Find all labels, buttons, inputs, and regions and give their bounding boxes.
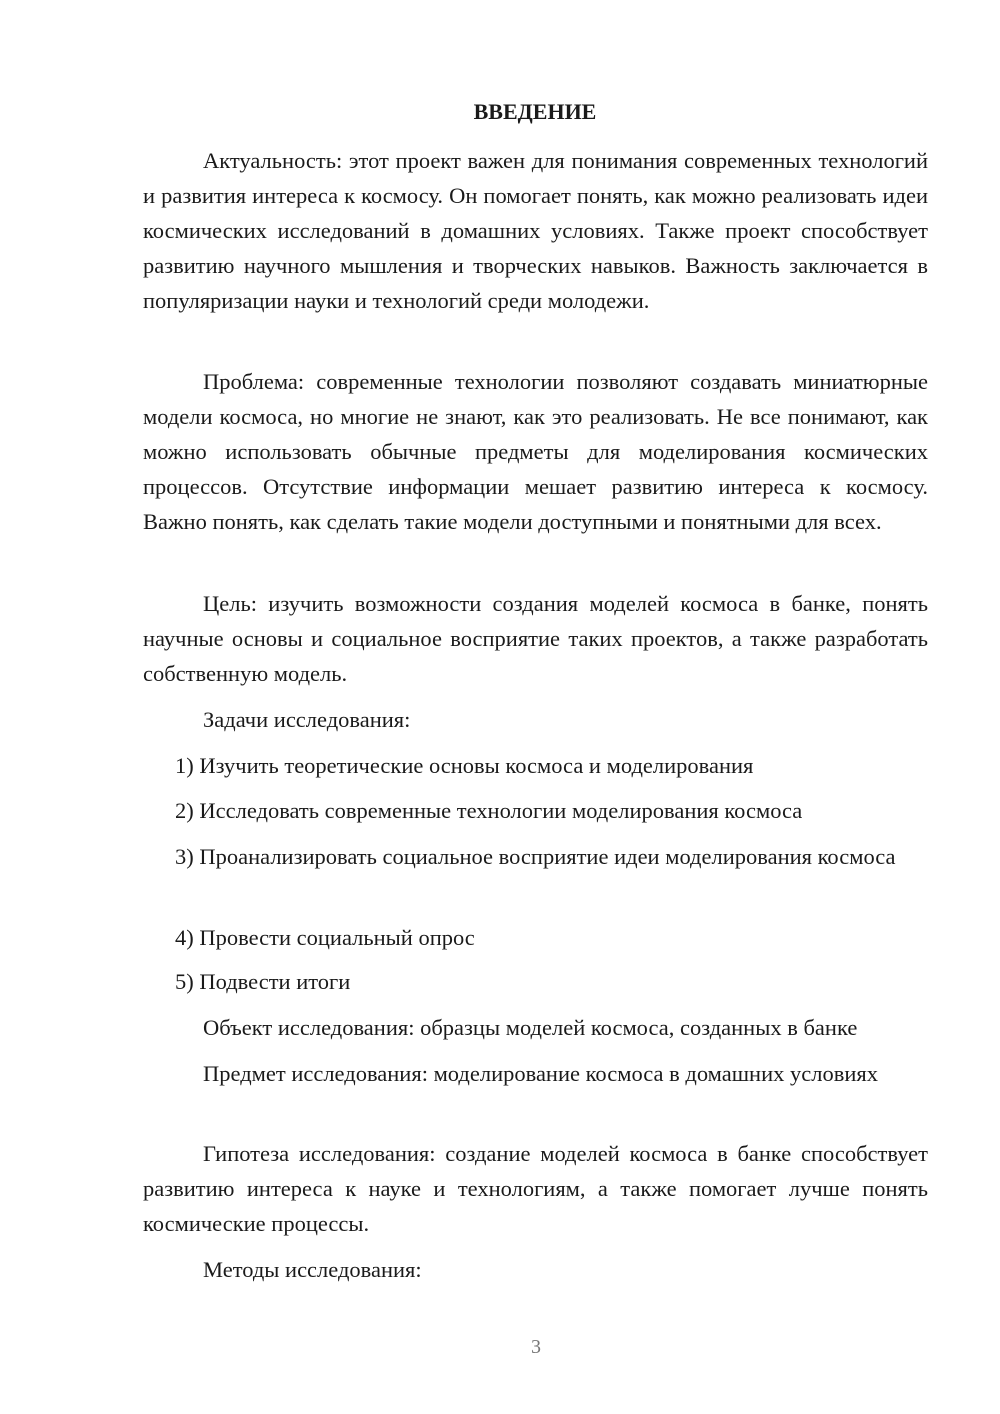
section-title: ВВЕДЕНИЕ xyxy=(473,99,597,124)
task-item: 2) Исследовать современные технологии моделирования космоса xyxy=(175,798,803,823)
page-number: 3 xyxy=(531,1336,541,1358)
task-item: 5) Подвести итоги xyxy=(175,969,351,994)
paragraph-object: Объект исследования: образцы моделей космоса, созданных в банке xyxy=(203,1015,858,1040)
paragraph-relevance: Актуальность: этот проект важен для понимания современных технологий и развития интереса к космосу. Он помогает понять, как можно реализовать идеи космических исследований в домашних условиях. Также проект способствует развитию научного мышления и творческих навыков. Важность заключается в популяризации науки и технологий среди молодежи. xyxy=(143,148,928,313)
paragraph-goal: Цель: изучить возможности создания моделей космоса в банке, понять научные основы и социальное восприятие таких проектов, а также разработать собственную модель. xyxy=(143,591,928,686)
paragraph-subject: Предмет исследования: моделирование космоса в домашних условиях xyxy=(203,1061,878,1086)
task-item: 1) Изучить теоретические основы космоса и моделирования xyxy=(175,753,754,778)
paragraph-problem: Проблема: современные технологии позволяют создавать миниатюрные модели космоса, но многие не знают, как это реализовать. Не все понимают, как можно использовать обычные предметы для моделирования космических процессов. Отсутствие информации мешает развитию интереса к космосу. Важно понять, как сделать такие модели доступными и понятными для всех. xyxy=(143,369,928,534)
paragraph-methods: Методы исследования: xyxy=(203,1257,422,1282)
tasks-heading: Задачи исследования: xyxy=(203,707,411,732)
paragraph-hypothesis: Гипотеза исследования: создание моделей космоса в банке способствует развитию интереса к науке и технологиям, а также помогает лучше понять космические процессы. xyxy=(143,1141,928,1236)
task-item: 4) Провести социальный опрос xyxy=(175,925,475,950)
task-item: 3) Проанализировать социальное восприятие идеи моделирования космоса xyxy=(175,844,896,869)
